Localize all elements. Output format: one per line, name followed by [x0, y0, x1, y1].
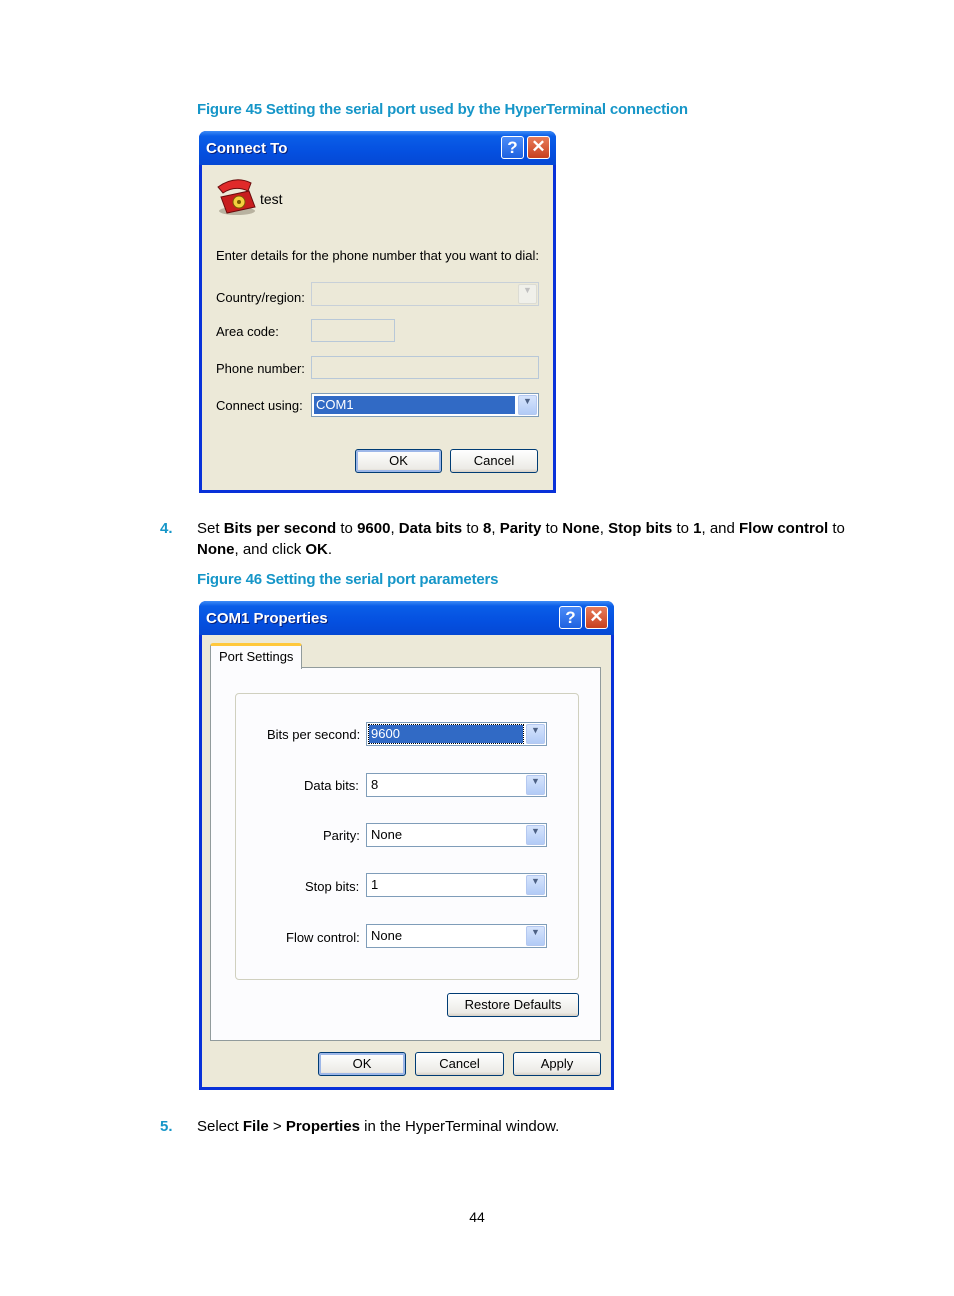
step-5-text: Select File > Properties in the HyperTerminal window.	[197, 1118, 560, 1135]
step-5-number: 5.	[160, 1118, 173, 1135]
chevron-down-icon[interactable]: ▼	[518, 395, 537, 415]
stop-bits-select[interactable]	[366, 873, 547, 897]
step-4-number: 4.	[160, 520, 173, 537]
phone-number-input[interactable]	[311, 356, 539, 379]
parity-label: Parity:	[323, 828, 360, 843]
parity-select[interactable]	[366, 823, 547, 847]
flow-control-value: None	[371, 928, 403, 943]
cancel-button[interactable]: Cancel	[415, 1052, 504, 1076]
port-settings-group	[235, 693, 579, 980]
flow-control-select[interactable]	[366, 924, 547, 948]
connect-using-label: Connect using:	[216, 398, 303, 413]
bits-per-second-label: Bits per second:	[267, 727, 361, 742]
help-icon[interactable]: ?	[559, 606, 582, 629]
flow-control-label: Flow control:	[286, 930, 360, 945]
chevron-down-icon[interactable]: ▼	[526, 724, 545, 744]
help-icon[interactable]: ?	[501, 136, 524, 159]
connect-to-dialog	[199, 131, 556, 493]
area-code-input[interactable]	[311, 319, 395, 342]
stop-bits-value: 1	[371, 877, 379, 892]
area-code-label: Area code:	[216, 324, 279, 339]
port-settings-panel	[210, 667, 601, 1041]
close-icon[interactable]: ✕	[527, 136, 550, 159]
stop-bits-label: Stop bits:	[305, 879, 360, 894]
com1-properties-dialog	[199, 601, 614, 1090]
cancel-button[interactable]: Cancel	[450, 449, 538, 473]
parity-value: None	[371, 827, 403, 842]
connection-name: test	[260, 191, 283, 207]
country-region-label: Country/region:	[216, 290, 305, 305]
com1-properties-body	[202, 635, 611, 1087]
ok-button[interactable]: OK	[355, 449, 442, 473]
bits-per-second-select[interactable]	[366, 722, 547, 746]
data-bits-label: Data bits:	[304, 778, 359, 793]
bits-per-second-value: 9600	[371, 726, 400, 741]
chevron-down-icon[interactable]: ▼	[526, 875, 545, 895]
ok-button[interactable]: OK	[318, 1052, 406, 1076]
data-bits-select[interactable]	[366, 773, 547, 797]
connect-to-titlebar[interactable]	[199, 131, 556, 165]
figure-46-caption: Figure 46 Setting the serial port parameters	[197, 571, 499, 588]
data-bits-value: 8	[371, 777, 379, 792]
step-4-text: Set Bits per second to 9600, Data bits to 8, Parity to None, Stop bits to 1, and Flow control to None, and click OK.	[197, 520, 845, 558]
connect-to-title: Connect To	[206, 140, 288, 157]
tab-port-settings[interactable]	[210, 643, 302, 669]
chevron-down-icon[interactable]: ▼	[526, 825, 545, 845]
com1-properties-titlebar[interactable]	[199, 601, 614, 635]
dial-instruction: Enter details for the phone number that you want to dial:	[216, 248, 540, 263]
connect-to-body	[202, 165, 553, 490]
chevron-down-icon[interactable]: ▼	[518, 284, 537, 304]
com1-properties-title: COM1 Properties	[206, 610, 328, 627]
close-icon[interactable]: ✕	[585, 606, 608, 629]
restore-defaults-button[interactable]: Restore Defaults	[447, 993, 579, 1017]
chevron-down-icon[interactable]: ▼	[526, 775, 545, 795]
country-region-select[interactable]	[311, 282, 539, 306]
chevron-down-icon[interactable]: ▼	[526, 926, 545, 946]
page-number: 44	[469, 1209, 485, 1225]
connect-using-select[interactable]	[311, 393, 539, 417]
apply-button[interactable]: Apply	[513, 1052, 601, 1076]
figure-45-caption: Figure 45 Setting the serial port used by the HyperTerminal connection	[197, 101, 688, 118]
phone-icon	[215, 177, 259, 217]
tab-port-settings-label: Port Settings	[219, 649, 294, 664]
connect-using-value: COM1	[316, 397, 354, 412]
phone-number-label: Phone number:	[216, 361, 305, 376]
